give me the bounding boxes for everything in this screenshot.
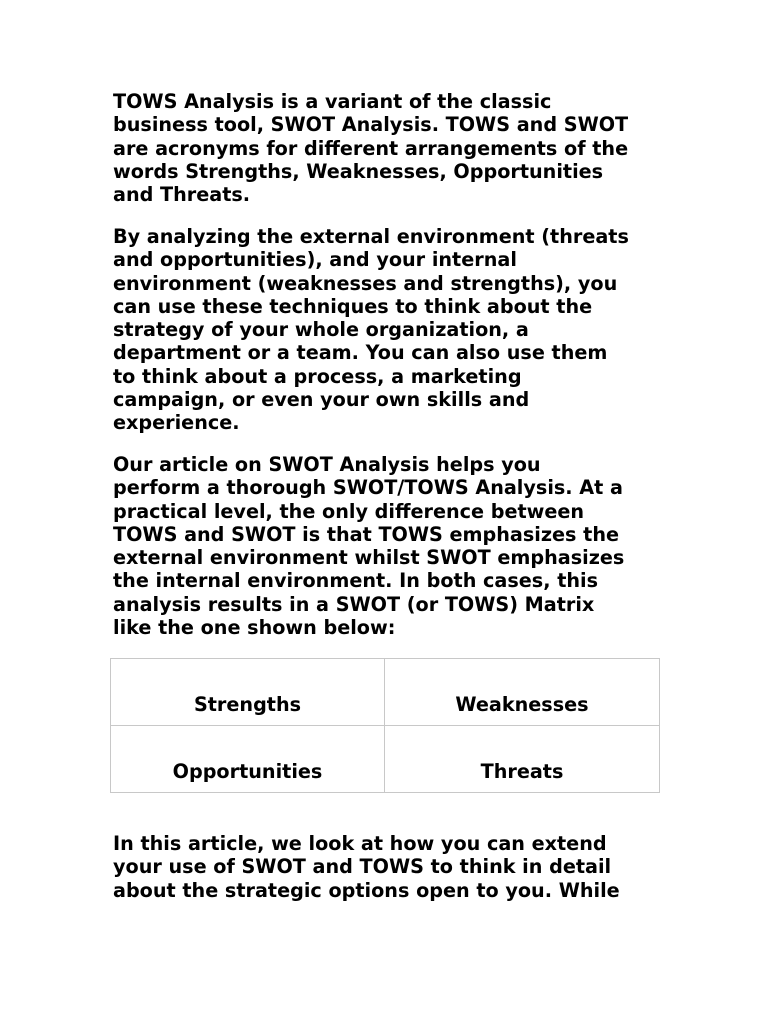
text-line: department or a team. You can also use them	[113, 341, 608, 365]
text-line: and Threats.	[113, 183, 251, 207]
text-line: can use these techniques to think about the	[113, 294, 593, 318]
text-line: practical level, the only difference between	[113, 499, 585, 523]
text-line: perform a thorough SWOT/TOWS Analysis. At a	[113, 476, 623, 500]
text-line: strategy of your whole organization, a	[113, 318, 529, 342]
text-line: like the one shown below:	[113, 616, 396, 640]
text-line: experience.	[113, 411, 240, 435]
matrix-cell-opportunities: Opportunities	[111, 726, 385, 793]
text-line: By analyzing the external environment (threats	[113, 225, 629, 248]
text-line: and opportunities), and your internal	[113, 248, 517, 272]
text-line: words Strengths, Weaknesses, Opportunities	[113, 159, 604, 183]
matrix-cell-weaknesses: Weaknesses	[385, 659, 660, 726]
text-line: are acronyms for different arrangements of the	[113, 136, 629, 160]
text-line: external environment whilst SWOT emphasizes	[113, 546, 625, 570]
text-line: to think about a process, a marketing	[113, 364, 522, 388]
text-line: campaign, or even your own skills and	[113, 388, 530, 412]
matrix-row	[111, 659, 660, 726]
text-line: In this article, we look at how you can extend	[113, 832, 607, 855]
text-line: the internal environment. In both cases, this	[113, 569, 599, 593]
matrix-cell-threats: Threats	[385, 726, 660, 793]
paragraph-extend	[113, 832, 673, 902]
paragraph-intro	[113, 90, 673, 206]
paragraph-swot-article	[113, 453, 673, 639]
text-line: your use of SWOT and TOWS to think in detail	[113, 855, 612, 879]
text-line: TOWS Analysis is a variant of the classic	[113, 90, 552, 113]
text-line: analysis results in a SWOT (or TOWS) Matrix	[113, 592, 595, 616]
text-line: TOWS and SWOT is that TOWS emphasizes the	[113, 522, 619, 546]
text-line: environment (weaknesses and strengths), you	[113, 271, 618, 295]
matrix-cell-strengths: Strengths	[111, 659, 385, 726]
paragraph-environment	[113, 225, 673, 435]
text-line: about the strategic options open to you. While	[113, 878, 620, 902]
matrix-row	[111, 726, 660, 793]
swot-matrix-table	[110, 658, 660, 793]
text-line: Our article on SWOT Analysis helps you	[113, 453, 541, 476]
text-line: business tool, SWOT Analysis. TOWS and SWOT	[113, 113, 629, 137]
